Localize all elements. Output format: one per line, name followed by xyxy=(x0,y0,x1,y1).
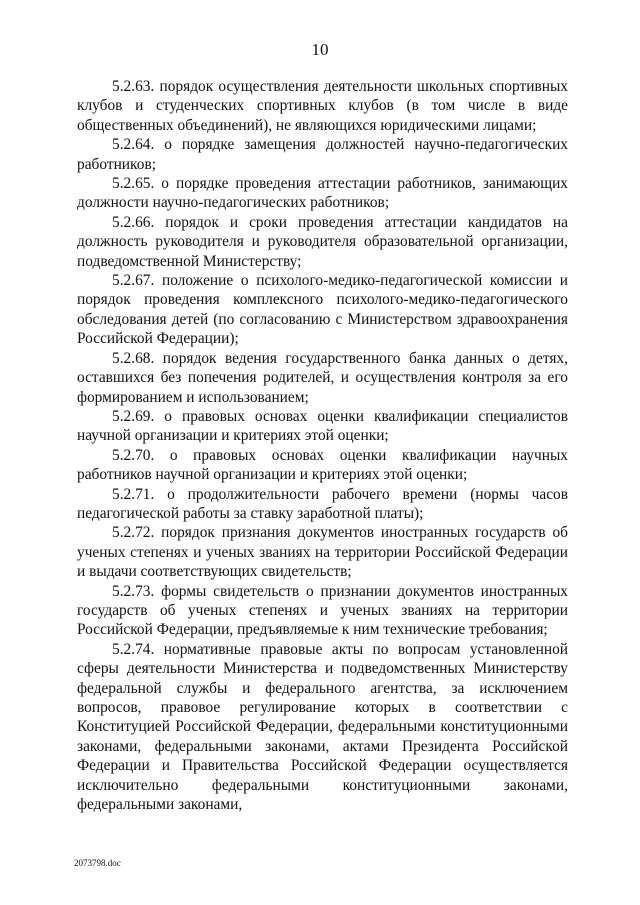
paragraph-5-2-65: 5.2.65. о порядке проведения аттестации работников, занимающих должности научно-педагогических работников; xyxy=(77,175,568,212)
paragraph-5-2-66: 5.2.66. порядок и сроки проведения аттестации кандидатов на должность руководителя и руководителя образовательной организации, подведомственной Министерству; xyxy=(77,213,568,270)
paragraph-5-2-74: 5.2.74. нормативные правовые акты по вопросам установленной сферы деятельности Министерства и подведомственных Министерству федеральной службы и федерального агентства, за исключением вопросов, правовое регулирование которых в соответствии с Конституцией Российской Федерации, федеральными конституционными законами, федеральными законами, актами Президента Российской Федерации и Правительства Российской Федерации осуществляется исключительно федеральными конституционными законами, федеральными законами, xyxy=(77,640,568,814)
paragraph-5-2-69: 5.2.69. о правовых основах оценки квалификации специалистов научной организации и критериях этой оценки; xyxy=(77,407,568,445)
paragraph-5-2-67: 5.2.67. положение о психолого-медико-педагогической комиссии и порядок проведения комплексного психолого-медико-педагогического обследования детей (по согласованию с Министерством здравоохранения Российской Федерации); xyxy=(77,272,568,348)
paragraph-5-2-72: 5.2.72. порядок признания документов иностранных государств об ученых степенях и ученых званиях на территории Российской Федерации и выдачи соответствующих свидетельств; xyxy=(77,524,568,581)
paragraph-5-2-63: 5.2.63. порядок осуществления деятельности школьных спортивных клубов и студенческих спортивных клубов (в том числе в виде общественных объединений), не являющихся юридическими лицами; xyxy=(77,78,568,134)
paragraph-5-2-71: 5.2.71. о продолжительности рабочего времени (нормы часов педагогической работы за ставку заработной платы); xyxy=(77,485,568,522)
paragraph-5-2-73: 5.2.73. формы свидетельств о признании документов иностранных государств об ученых степенях и ученых званиях на территории Российской Федерации, предъявляемые к ним технические требования; xyxy=(77,582,568,639)
document-body xyxy=(77,77,568,814)
page-number: 10 xyxy=(311,40,329,59)
file-name-footer: 2073798.doc xyxy=(74,858,121,868)
paragraph-5-2-68: 5.2.68. порядок ведения государственного банка данных о детях, оставшихся без попечения родителей, и осуществления контроля за его формированием и использованием; xyxy=(77,349,568,406)
paragraph-5-2-70: 5.2.70. о правовых основах оценки квалификации научных работников научной организации и критериях этой оценки; xyxy=(77,446,568,484)
paragraph-5-2-64: 5.2.64. о порядке замещения должностей научно-педагогических работников; xyxy=(77,136,568,173)
